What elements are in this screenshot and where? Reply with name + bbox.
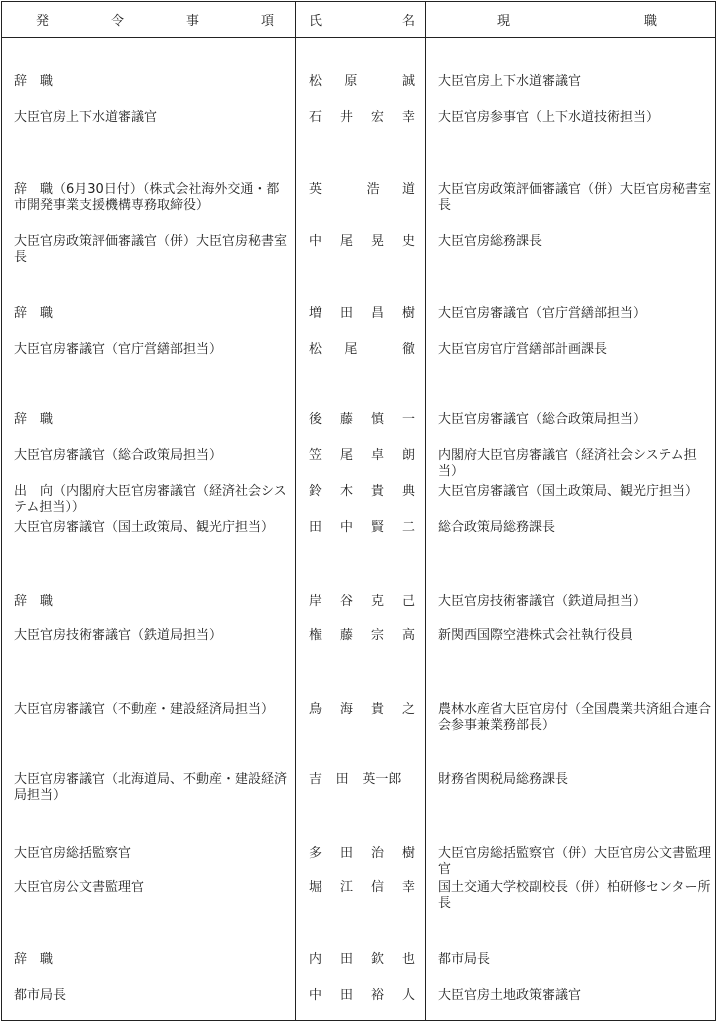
table-cell-matter: 大臣官房総括監察官: [14, 846, 132, 861]
header-char: 氏: [309, 13, 323, 29]
name-char: 田: [309, 520, 323, 535]
table-cell-matter: 大臣官房技術審議官（鉄道局担当）: [14, 628, 223, 643]
table-cell-name: [309, 988, 415, 1004]
table-cell-current-post: 大臣官房上下水道審議官: [438, 74, 582, 89]
table-cell-name: [309, 520, 415, 536]
table-cell-current-post: 新関西国際空港株式会社執行役員: [438, 628, 634, 643]
name-char: 幸: [401, 880, 415, 895]
table-cell-current-post: 財務省関税局総務課長: [438, 772, 569, 787]
name-char: 克: [370, 594, 384, 609]
table-cell-matter: 出 向（内閣府大臣官房審議官（経済社会システム担当））: [14, 484, 287, 515]
name-char: 尾: [344, 342, 358, 357]
table-cell-current-post: 農林水産省大臣官房付（全国農業共済組合連合会参事兼業務部長）: [438, 702, 712, 733]
name-char: 宗: [370, 628, 384, 643]
header-char: 現: [497, 13, 511, 29]
table-cell-current-post: 国土交通大学校副校長（併）柏研修センター所長: [438, 880, 711, 911]
table-cell-name: [309, 306, 415, 322]
name-char: 卓: [370, 448, 384, 463]
header-matter: [36, 9, 274, 29]
name-char: 昌: [370, 306, 384, 321]
name-char: 也: [401, 952, 415, 967]
name-char: 堀: [309, 880, 323, 895]
table-cell-matter: 辞 職（6月30日付）（株式会社海外交通・都市開発事業支援機構専務取締役）: [14, 182, 280, 213]
name-char: 道: [401, 182, 415, 197]
name-char: 松: [309, 74, 323, 89]
table-cell-matter: 大臣官房審議官（不動産・建設経済局担当）: [14, 702, 275, 717]
name-char: 尾: [339, 234, 353, 249]
name-char: 海: [339, 702, 353, 717]
name-char: 田: [339, 846, 353, 861]
name-char: 高: [401, 628, 415, 643]
table-cell-name: [309, 846, 415, 862]
name-char: 貴: [370, 484, 384, 499]
table-cell-name: [309, 74, 415, 90]
name-char: 笠: [309, 448, 323, 463]
name-char: 後: [309, 412, 323, 427]
name-char: 英: [309, 182, 323, 197]
table-cell-matter: 大臣官房審議官（官庁営繕部担当）: [14, 342, 223, 357]
table-cell-matter: 辞 職: [14, 952, 54, 967]
name-char: 増: [309, 306, 323, 321]
table-cell-name: [309, 342, 415, 358]
table-cell-current-post: 総合政策局総務課長: [438, 520, 556, 535]
table-cell-matter: 辞 職: [14, 412, 54, 427]
name-char: 多: [309, 846, 323, 861]
name-char: 尾: [339, 448, 353, 463]
table-cell-name: [309, 702, 415, 718]
name-char: 貴: [370, 702, 384, 717]
table-cell-name: [309, 880, 415, 896]
table-cell-matter: 辞 職: [14, 594, 54, 609]
table-cell-matter: 大臣官房政策評価審議官（併）大臣官房秘書室長: [14, 234, 288, 265]
table-cell-current-post: 大臣官房審議官（国土政策局、観光庁担当）: [438, 484, 699, 499]
name-char: 内: [309, 952, 323, 967]
table-cell-current-post: 大臣官房技術審議官（鉄道局担当）: [438, 594, 647, 609]
table-cell-name: [309, 772, 415, 788]
name-char: 欽: [370, 952, 384, 967]
table-cell-matter: 大臣官房審議官（北海道局、不動産・建設経済局担当）: [14, 772, 288, 803]
header-char: 発: [36, 13, 50, 29]
table-cell-current-post: 大臣官房参事官（上下水道技術担当）: [438, 110, 660, 125]
table-cell-matter: 辞 職: [14, 74, 54, 89]
header-char: 項: [260, 13, 274, 29]
name-char: 中: [309, 234, 323, 249]
name-char: 晃: [370, 234, 384, 249]
name-char: 之: [401, 702, 415, 717]
header-name: [309, 9, 415, 29]
name-char: 己: [401, 594, 415, 609]
name-char: 徹: [401, 342, 415, 357]
name-char: 井: [339, 110, 353, 125]
name-char: 中: [339, 520, 353, 535]
name-char: 谷: [339, 594, 353, 609]
table-cell-name: [309, 182, 415, 198]
table-cell-name: [309, 628, 415, 644]
name-char: 樹: [401, 306, 415, 321]
header-char: 職: [643, 13, 657, 29]
name-char: 田: [339, 988, 353, 1003]
name-char: 典: [401, 484, 415, 499]
table-cell-current-post: 大臣官房政策評価審議官（併）大臣官房秘書室長: [438, 182, 712, 213]
name-char: 藤: [339, 412, 353, 427]
table-cell-current-post: 大臣官房総務課長: [438, 234, 543, 249]
name-char: 幸: [401, 110, 415, 125]
table-cell-matter: 大臣官房公文書監理官: [14, 880, 145, 895]
header-current-post: [497, 9, 657, 29]
table-cell-matter: 大臣官房審議官（総合政策局担当）: [14, 448, 223, 463]
name-char: 史: [401, 234, 415, 249]
name-char: 浩: [366, 182, 380, 197]
table-cell-matter: 大臣官房審議官（国土政策局、観光庁担当）: [14, 520, 275, 535]
name-char: 藤: [339, 628, 353, 643]
name-char: 中: [309, 988, 323, 1003]
table-cell-name: [309, 952, 415, 968]
name-char: 宏: [370, 110, 384, 125]
name-char: 木: [339, 484, 353, 499]
header-char: 令: [110, 13, 124, 29]
name-char: 鳥: [309, 702, 323, 717]
table-cell-current-post: 大臣官房総括監察官（併）大臣官房公文書監理官: [438, 846, 712, 877]
table-cell-matter: 大臣官房上下水道審議官: [14, 110, 158, 125]
column-divider: [425, 1, 426, 1021]
column-divider: [295, 1, 296, 1021]
name-char: 二: [401, 520, 415, 535]
table-cell-matter: 辞 職: [14, 306, 54, 321]
table-cell-name: [309, 448, 415, 464]
name-char: 田: [339, 306, 353, 321]
name-char: 松: [309, 342, 323, 357]
table-cell-name: [309, 484, 415, 500]
name-char: 治: [370, 846, 384, 861]
name-char: 鈴: [309, 484, 323, 499]
table-cell-name: [309, 110, 415, 126]
header-divider: [1, 37, 716, 38]
name-char: 樹: [401, 846, 415, 861]
name-char: 人: [401, 988, 415, 1003]
table-cell-current-post: 都市局長: [438, 952, 491, 967]
name-char: 賢: [370, 520, 384, 535]
name-char: 朗: [401, 448, 415, 463]
header-char: 名: [401, 13, 415, 29]
header-char: 事: [185, 13, 199, 29]
table-cell-current-post: 大臣官房官庁営繕部計画課長: [438, 342, 608, 357]
name-char: 信: [370, 880, 384, 895]
name-char: 田: [335, 772, 349, 787]
table-cell-matter: 都市局長: [14, 988, 67, 1003]
name-char: 岸: [309, 594, 323, 609]
name-char: 石: [309, 110, 323, 125]
table-cell-name: [309, 594, 415, 610]
name-char: 権: [309, 628, 323, 643]
name-char: 英一郎: [362, 772, 402, 787]
name-char: 田: [339, 952, 353, 967]
name-char: 裕: [370, 988, 384, 1003]
name-char: 一: [401, 412, 415, 427]
table-cell-current-post: 大臣官房審議官（総合政策局担当）: [438, 412, 647, 427]
name-char: 慎: [370, 412, 384, 427]
table-cell-name: [309, 412, 415, 428]
name-char: 江: [339, 880, 353, 895]
table-cell-current-post: 大臣官房土地政策審議官: [438, 988, 582, 1003]
name-char: 誠: [401, 74, 415, 89]
name-char: 原: [344, 74, 358, 89]
table-cell-current-post: 内閣府大臣官房審議官（経済社会システム担当）: [438, 448, 697, 479]
name-char: 吉: [309, 772, 323, 787]
table-cell-name: [309, 234, 415, 250]
table-cell-current-post: 大臣官房審議官（官庁営繕部担当）: [438, 306, 647, 321]
